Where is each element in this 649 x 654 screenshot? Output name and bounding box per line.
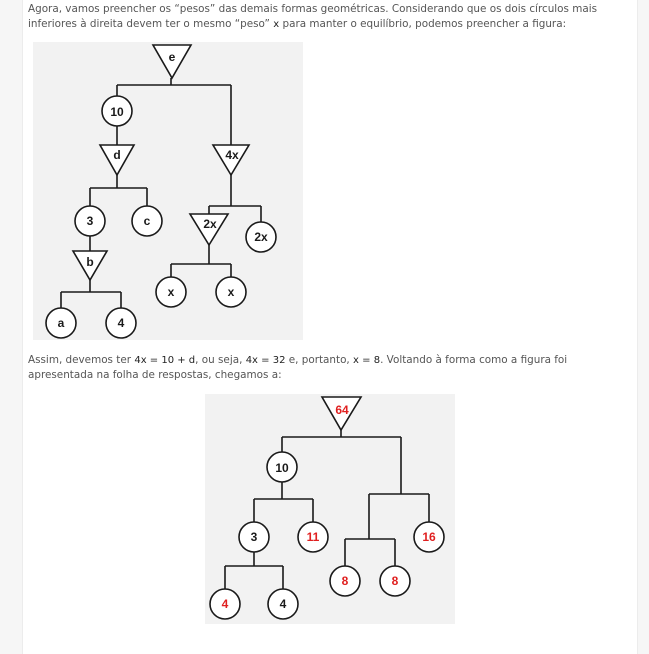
label-4: 4 [279,597,287,611]
label-10: 10 [110,105,124,119]
label-3: 3 [86,214,94,228]
conclusion-mid-1: , ou seja, [195,354,243,366]
label-d: d [113,148,121,162]
label-4-red: 4 [221,597,229,611]
content-page [22,0,638,654]
label-a: a [57,316,65,330]
label-4x: 4x [225,148,239,162]
label-x-right: x [227,285,235,299]
label-4: 4 [117,316,125,330]
label-10: 10 [275,461,289,475]
label-2x-circle: 2x [254,230,268,244]
equation-1: 4x = 10 + d [134,355,196,366]
figure-2-background [205,394,455,624]
label-8-right: 8 [391,574,399,588]
conclusion-paragraph [28,353,628,383]
label-c: c [143,214,151,228]
intro-paragraph [28,2,628,32]
intro-text: Agora, vamos preencher os “pesos” das demais formas geométricas. Considerando que os dois círculos mais inferiores à direita devem ter o mesmo “peso” [28,3,598,30]
label-3: 3 [250,530,258,544]
balance-figure-2 [205,394,455,624]
label-16: 16 [422,530,436,544]
label-e: e [168,50,176,64]
balance-figure-1 [33,42,303,340]
conclusion-lead: Assim, devemos ter [28,354,132,366]
intro-tail: para manter o equilíbrio, podemos preencher a figura: [282,18,567,30]
label-64: 64 [335,403,349,417]
equation-3: x = 8 [353,355,381,366]
label-2x-triangle: 2x [203,217,217,231]
conclusion-mid-2: e, portanto, [288,354,350,366]
intro-variable: x [273,19,280,30]
label-b: b [86,255,94,269]
conclusion-tail: . Voltando à forma como a figura foi apresentada na folha de respostas, chegamos a: [28,354,568,381]
label-8-left: 8 [341,574,349,588]
label-x-left: x [167,285,175,299]
label-11: 11 [306,530,320,544]
equation-2: 4x = 32 [245,355,286,366]
